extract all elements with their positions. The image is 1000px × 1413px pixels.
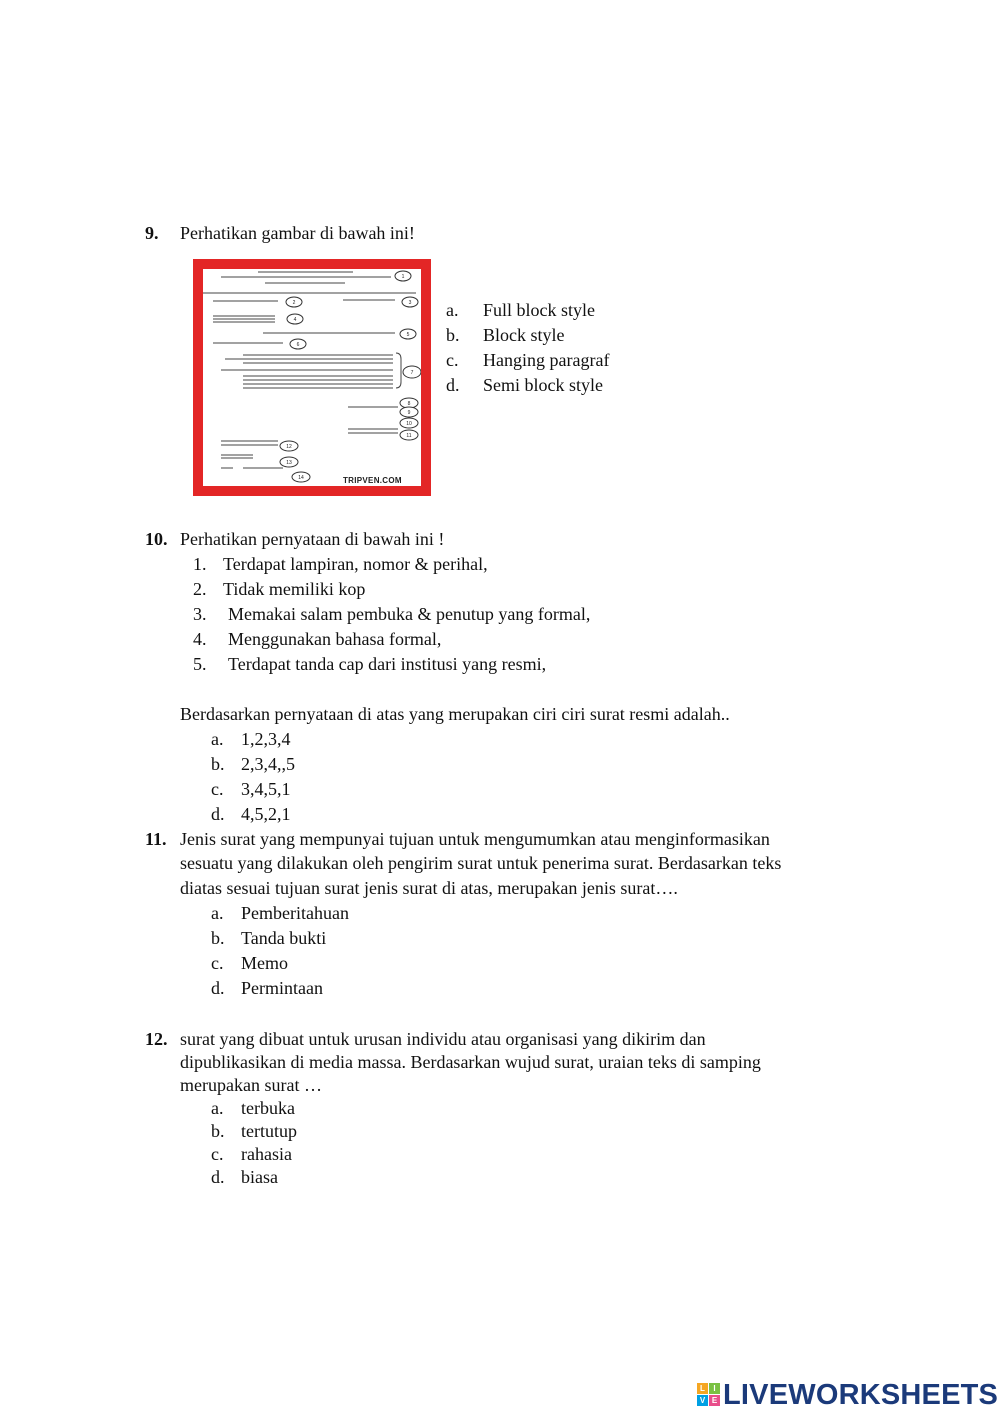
svg-text:12: 12 — [286, 444, 292, 450]
q9-text: Perhatikan gambar di bawah ini! — [180, 223, 415, 243]
q11-line-2: sesuatu yang dilakukan oleh pengirim surat untuk penerima surat. Berdasarkan teks — [180, 853, 782, 873]
figure-marker-14 — [292, 472, 310, 482]
q10-statement-1-num: 1. — [193, 554, 207, 574]
svg-text:8: 8 — [407, 401, 411, 407]
q10-option-c-text: 3,4,5,1 — [241, 779, 291, 799]
svg-text:13: 13 — [286, 460, 292, 466]
q9-option-c-letter: c. — [446, 350, 459, 370]
q9-number: 9. — [145, 223, 159, 243]
q12-option-a-text: terbuka — [241, 1098, 295, 1118]
svg-text:6: 6 — [296, 342, 300, 348]
q12-number: 12. — [145, 1029, 168, 1049]
svg-text:3: 3 — [408, 300, 412, 306]
logo-block-l: L — [697, 1383, 708, 1394]
q12-option-b-text: tertutup — [241, 1121, 297, 1141]
q10-statement-3-num: 3. — [193, 604, 207, 624]
q10-number: 10. — [145, 529, 168, 549]
q10-option-d-text: 4,5,2,1 — [241, 804, 291, 824]
logo-block-e: E — [709, 1395, 720, 1406]
figure-marker-7 — [403, 366, 421, 378]
figure-marker-11 — [400, 430, 418, 440]
q12-line-2: dipublikasikan di media massa. Berdasarkan wujud surat, uraian teks di samping — [180, 1052, 761, 1072]
q12-option-c-letter: c. — [211, 1144, 224, 1164]
q10-option-d-letter: d. — [211, 804, 225, 824]
q12-option-b-letter: b. — [211, 1121, 225, 1141]
figure-watermark: TRIPVEN.COM — [343, 476, 402, 485]
q11-option-d-letter: d. — [211, 978, 225, 998]
figure-marker-1 — [395, 271, 411, 281]
logo-block-v: V — [697, 1395, 708, 1406]
figure-marker-9 — [400, 407, 418, 417]
figure-marker-13 — [280, 457, 298, 467]
svg-text:4: 4 — [293, 317, 297, 323]
q12-option-d-letter: d. — [211, 1167, 225, 1187]
svg-text:10: 10 — [406, 421, 412, 427]
q10-option-b-text: 2,3,4,,5 — [241, 754, 295, 774]
svg-text:7: 7 — [410, 370, 414, 376]
svg-text:11: 11 — [406, 433, 412, 439]
q10-statement-5-num: 5. — [193, 654, 207, 674]
q9-option-d-text: Semi block style — [483, 375, 603, 395]
q9-option-a-text: Full block style — [483, 300, 595, 320]
q11-option-a-text: Pemberitahuan — [241, 903, 349, 923]
q10-statement-5-text: Terdapat tanda cap dari institusi yang resmi, — [228, 654, 547, 674]
svg-text:9: 9 — [407, 410, 411, 416]
logo-block-i: I — [709, 1383, 720, 1394]
q11-number: 11. — [145, 829, 167, 849]
q10-statement-2-text: Tidak memiliki kop — [223, 579, 366, 599]
svg-text:1: 1 — [401, 274, 405, 280]
figure-marker-3 — [402, 297, 418, 307]
q12-option-a-letter: a. — [211, 1098, 224, 1118]
logo-blocks-icon — [697, 1383, 721, 1407]
q11-option-c-text: Memo — [241, 953, 288, 973]
q11-option-c-letter: c. — [211, 953, 224, 973]
q10-statement-4-text: Menggunakan bahasa formal, — [228, 629, 442, 649]
q9-option-d-letter: d. — [446, 375, 460, 395]
q10-statement-4-num: 4. — [193, 629, 207, 649]
q11-line-3: diatas sesuai tujuan surat jenis surat di atas, merupakan jenis surat…. — [180, 878, 678, 898]
svg-text:5: 5 — [406, 332, 410, 338]
q9-option-a-letter: a. — [446, 300, 459, 320]
figure-marker-4 — [287, 314, 303, 324]
figure-marker-5 — [400, 329, 416, 339]
q11-option-a-letter: a. — [211, 903, 224, 923]
q12-option-c-text: rahasia — [241, 1144, 292, 1164]
figure-marker-2 — [286, 297, 302, 307]
svg-text:14: 14 — [298, 475, 304, 481]
q10-prompt: Berdasarkan pernyataan di atas yang merupakan ciri ciri surat resmi adalah.. — [180, 704, 730, 724]
figure-marker-6 — [290, 339, 306, 349]
q10-statement-2-num: 2. — [193, 579, 207, 599]
q9-option-b-text: Block style — [483, 325, 565, 345]
q10-option-a-letter: a. — [211, 729, 224, 749]
q11-option-d-text: Permintaan — [241, 978, 323, 998]
q10-option-a-text: 1,2,3,4 — [241, 729, 291, 749]
q11-line-1: Jenis surat yang mempunyai tujuan untuk mengumumkan atau menginformasikan — [180, 829, 770, 849]
q11-option-b-text: Tanda bukti — [241, 928, 327, 948]
q10-statement-3-text: Memakai salam pembuka & penutup yang formal, — [228, 604, 591, 624]
q9-option-c-text: Hanging paragraf — [483, 350, 610, 370]
figure-marker-10 — [400, 418, 418, 428]
letter-format-figure — [193, 259, 431, 496]
q12-line-1: surat yang dibuat untuk urusan individu atau organisasi yang dikirim dan — [180, 1029, 706, 1049]
q10-text: Perhatikan pernyataan di bawah ini ! — [180, 529, 445, 549]
q11-option-b-letter: b. — [211, 928, 225, 948]
q10-option-c-letter: c. — [211, 779, 224, 799]
svg-text:2: 2 — [292, 300, 296, 306]
q12-line-3: merupakan surat … — [180, 1075, 322, 1095]
letter-layout-diagram — [203, 269, 421, 486]
figure-marker-12 — [280, 441, 298, 451]
logo-wordmark: LIVEWORKSHEETS — [723, 1379, 999, 1411]
q10-statement-1-text: Terdapat lampiran, nomor & perihal, — [223, 554, 488, 574]
q12-option-d-text: biasa — [241, 1167, 278, 1187]
q10-option-b-letter: b. — [211, 754, 225, 774]
q9-option-b-letter: b. — [446, 325, 460, 345]
